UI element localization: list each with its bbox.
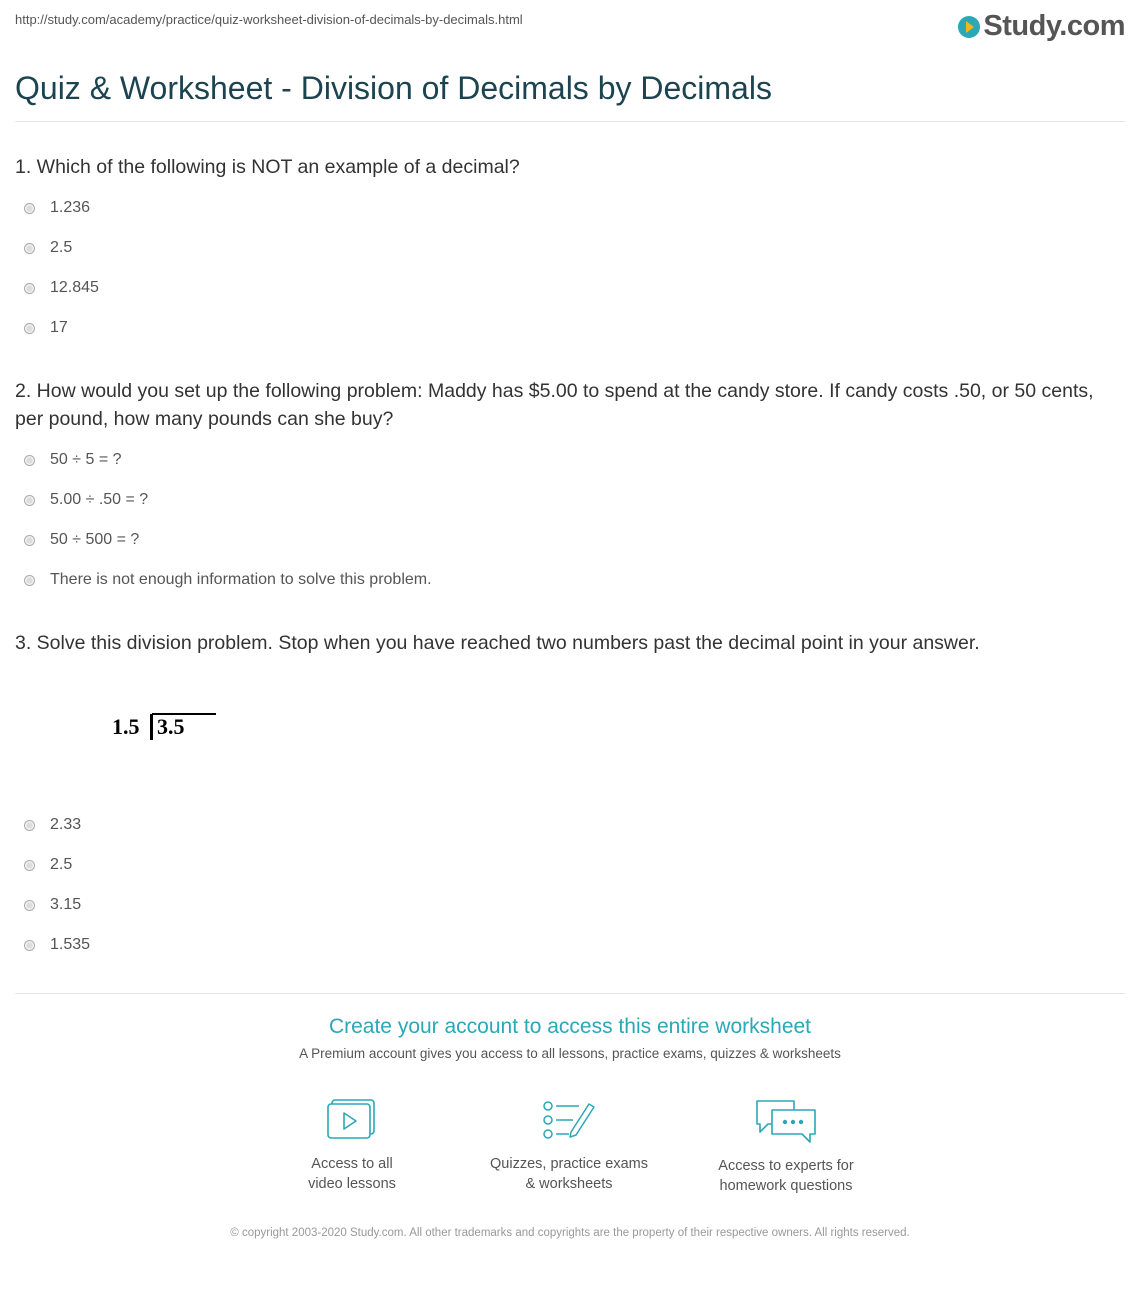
dividend: 3.5: [157, 714, 185, 739]
feature-label: Access to experts for: [718, 1158, 854, 1174]
option-label: 17: [50, 319, 68, 336]
long-division-problem: [110, 708, 230, 748]
option-label: 2.5: [50, 856, 73, 873]
question-2-text: 2. How would you set up the following problem: Maddy has $5.00 to spend at the candy store. If candy costs .50, or 50 cents, per pound, how many pounds can she buy?: [15, 380, 1094, 430]
option-label: 1.236: [50, 199, 91, 216]
feature-label: & worksheets: [525, 1176, 613, 1192]
option-label: 5.00 ÷ .50 = ?: [50, 491, 149, 508]
feature-label: video lessons: [308, 1176, 396, 1192]
radio-icon[interactable]: [24, 820, 35, 831]
answer-option[interactable]: [22, 885, 90, 925]
feature-label: homework questions: [719, 1178, 853, 1194]
option-label: 2.33: [50, 816, 82, 833]
radio-icon[interactable]: [24, 900, 35, 911]
divider: [15, 121, 1125, 122]
radio-icon[interactable]: [24, 323, 35, 334]
study-logo[interactable]: [958, 10, 1125, 43]
answer-option[interactable]: [22, 228, 99, 268]
premium-description: A Premium account gives you access to all lessons, practice exams, quizzes & worksheets: [299, 1046, 841, 1061]
feature-quizzes: [469, 1098, 669, 1194]
feature-video-lessons: [252, 1098, 452, 1194]
answer-option[interactable]: [22, 308, 99, 348]
play-logo-icon: [958, 16, 980, 38]
division-bracket: [150, 714, 153, 740]
radio-icon[interactable]: [24, 575, 35, 586]
page-title: Quiz & Worksheet - Division of Decimals by Decimals: [15, 70, 772, 106]
answer-option[interactable]: [22, 925, 90, 965]
answer-option[interactable]: [22, 845, 90, 885]
option-label: 2.5: [50, 239, 73, 256]
answer-option[interactable]: [22, 560, 432, 600]
radio-icon[interactable]: [24, 203, 35, 214]
answer-option[interactable]: [22, 805, 90, 845]
answer-option[interactable]: [22, 188, 99, 228]
option-label: There is not enough information to solve this problem.: [50, 571, 432, 588]
question-3-text: 3. Solve this division problem. Stop when you have reached two numbers past the decimal point in your answer.: [15, 632, 980, 654]
question-3-options: [22, 805, 90, 965]
question-1-options: [22, 188, 99, 348]
video-lesson-icon: [326, 1098, 378, 1142]
feature-label: Access to all: [311, 1156, 393, 1172]
quiz-checklist-icon: [541, 1098, 597, 1142]
chat-bubbles-icon: [754, 1098, 818, 1144]
option-label: 1.535: [50, 936, 91, 953]
divisor: 1.5: [112, 714, 140, 739]
option-label: 3.15: [50, 896, 82, 913]
copyright-notice: © copyright 2003-2020 Study.com. All other trademarks and copyrights are the property of their respective owners. All rights reserved.: [230, 1227, 910, 1239]
feature-label: Quizzes, practice exams: [490, 1156, 648, 1172]
option-label: 50 ÷ 500 = ?: [50, 531, 140, 548]
feature-experts: [686, 1098, 886, 1196]
answer-option[interactable]: [22, 480, 432, 520]
create-account-link[interactable]: Create your account to access this entire worksheet: [328, 1015, 812, 1038]
radio-icon[interactable]: [24, 495, 35, 506]
radio-icon[interactable]: [24, 535, 35, 546]
answer-option[interactable]: [22, 268, 99, 308]
radio-icon[interactable]: [24, 243, 35, 254]
radio-icon[interactable]: [24, 283, 35, 294]
answer-option[interactable]: [22, 520, 432, 560]
option-label: 12.845: [50, 279, 99, 296]
answer-option[interactable]: [22, 440, 432, 480]
radio-icon[interactable]: [24, 860, 35, 871]
option-label: 50 ÷ 5 = ?: [50, 451, 122, 468]
question-1-text: 1. Which of the following is NOT an example of a decimal?: [15, 156, 520, 178]
divider: [15, 993, 1125, 994]
page-url: http://study.com/academy/practice/quiz-worksheet-division-of-decimals-by-decimals.html: [15, 12, 523, 27]
radio-icon[interactable]: [24, 455, 35, 466]
top-bar: [15, 10, 1125, 40]
logo-text: Study.com: [983, 10, 1125, 42]
radio-icon[interactable]: [24, 940, 35, 951]
question-2-options: [22, 440, 432, 600]
